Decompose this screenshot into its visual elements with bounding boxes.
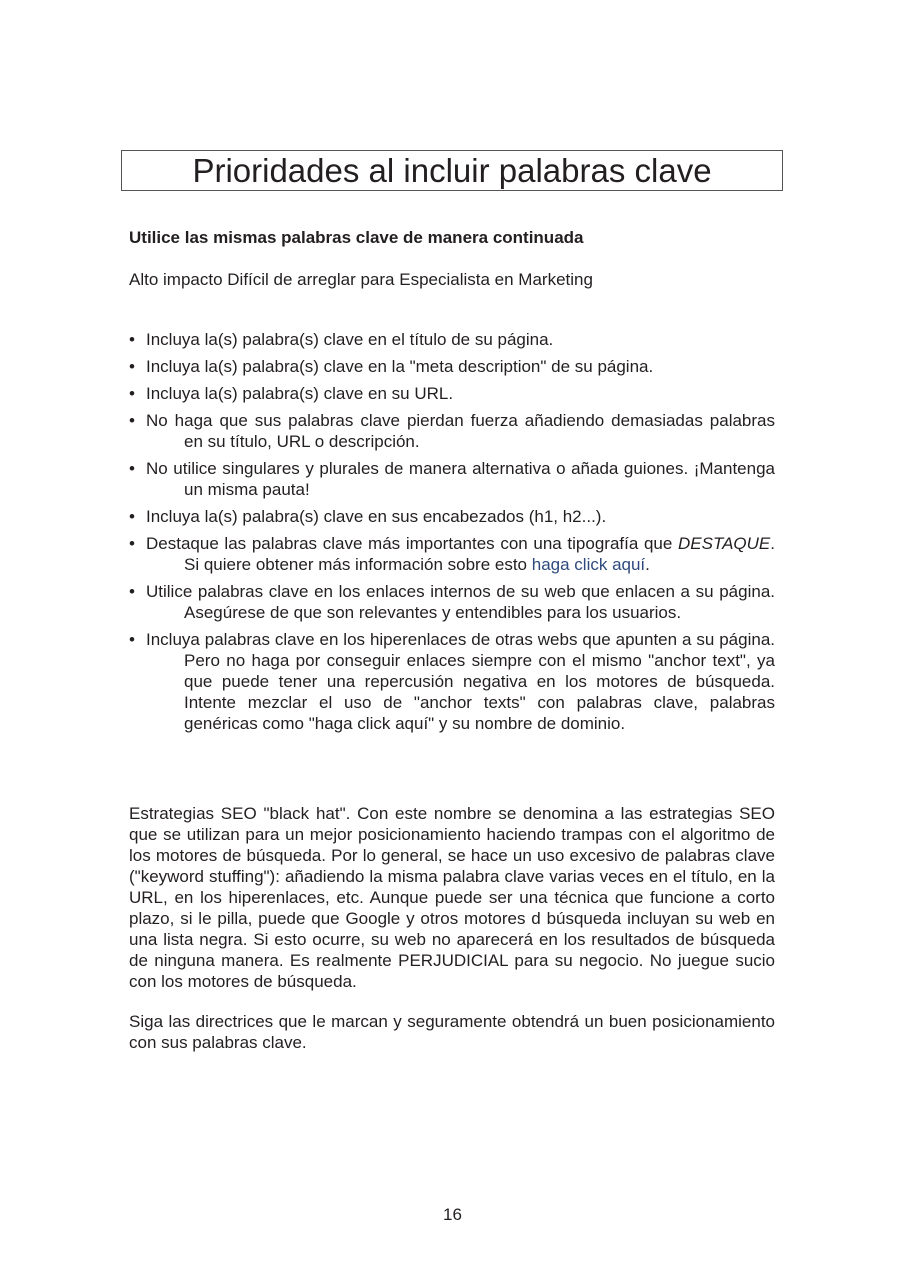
list-item-text: . <box>645 555 650 574</box>
list-item <box>129 356 775 377</box>
bullet-icon: • <box>129 630 135 649</box>
list-item-text: . Si quiere obtener más información sobre esto <box>184 534 775 574</box>
list-item-text: Incluya la(s) palabra(s) clave en su URL. <box>146 384 454 403</box>
list-item <box>129 506 775 527</box>
bullet-icon: • <box>129 330 135 349</box>
page-number: 16 <box>443 1205 462 1224</box>
emphasis-text: DESTAQUE <box>678 534 771 553</box>
bullet-icon: • <box>129 582 135 601</box>
bullet-icon: • <box>129 411 135 430</box>
list-item-text: Utilice palabras clave en los enlaces internos de su web que enlacen a su página. Asegúrese de que son relevantes y entendibles para los usuarios. <box>146 582 775 622</box>
bullet-icon: • <box>129 357 135 376</box>
list-item <box>129 629 775 734</box>
haga-click-aqui-link[interactable]: haga click aquí <box>531 555 646 574</box>
black-hat-paragraph: Estrategias SEO "black hat". Con este nombre se denomina a las estrategias SEO que se utilizan para un mejor posicionamiento haciendo trampas con el algoritmo de los motores de búsqueda. Por lo general, se hace un uso excesivo de palabras clave ("keyword stuffing"): añadiendo la misma palabra clave varias veces en el título, en la URL, en los hiperenlaces, etc. Aunque puede ser una técnica que funcione a corto plazo, si le pilla, puede que Google y otros motores d búsqueda incluyan su web en una lista negra. Si esto ocurre, su web no aparecerá en los resultados de búsqueda de ninguna manera. Es realmente PERJUDICIAL para su negocio. No juegue sucio con los motores de búsqueda. <box>129 804 775 991</box>
list-item-text: No utilice singulares y plurales de manera alternativa o añada guiones. ¡Mantenga un misma pauta! <box>146 459 775 499</box>
list-item-text: Incluya la(s) palabra(s) clave en sus encabezados (h1, h2...). <box>146 507 607 526</box>
bullet-list <box>129 329 775 740</box>
impact-line: Alto impacto Difícil de arreglar para Especialista en Marketing <box>129 270 593 289</box>
list-item <box>129 581 775 623</box>
list-item <box>129 329 775 350</box>
closing-paragraph: Siga las directrices que le marcan y seguramente obtendrá un buen posicionamiento con sus palabras clave. <box>129 1012 775 1052</box>
list-item-text: Destaque las palabras clave más importantes con una tipografía que <box>146 534 678 553</box>
list-item-text: Incluya palabras clave en los hiperenlaces de otras webs que apunten a su página. Pero no haga por conseguir enlaces siempre con el mismo "anchor text", ya que puede tener una repercusión negativa en los motores de búsqueda. Intente mezclar el uso de "anchor texts" con palabras clave, palabras genéricas como "haga click aquí" y su nombre de dominio. <box>146 630 775 733</box>
list-item-text: Incluya la(s) palabra(s) clave en el título de su página. <box>146 330 554 349</box>
section-heading: Utilice las mismas palabras clave de manera continuada <box>129 228 584 247</box>
bullet-icon: • <box>129 534 135 553</box>
bullet-icon: • <box>129 507 135 526</box>
list-item <box>129 383 775 404</box>
bullet-icon: • <box>129 459 135 478</box>
list-item <box>129 458 775 500</box>
list-item <box>129 533 775 575</box>
page-title: Prioridades al incluir palabras clave <box>121 150 783 191</box>
list-item <box>129 410 775 452</box>
bullet-icon: • <box>129 384 135 403</box>
list-item-text: No haga que sus palabras clave pierdan fuerza añadiendo demasiadas palabras en su título, URL o descripción. <box>146 411 775 451</box>
list-item-text: Incluya la(s) palabra(s) clave en la "meta description" de su página. <box>146 357 654 376</box>
